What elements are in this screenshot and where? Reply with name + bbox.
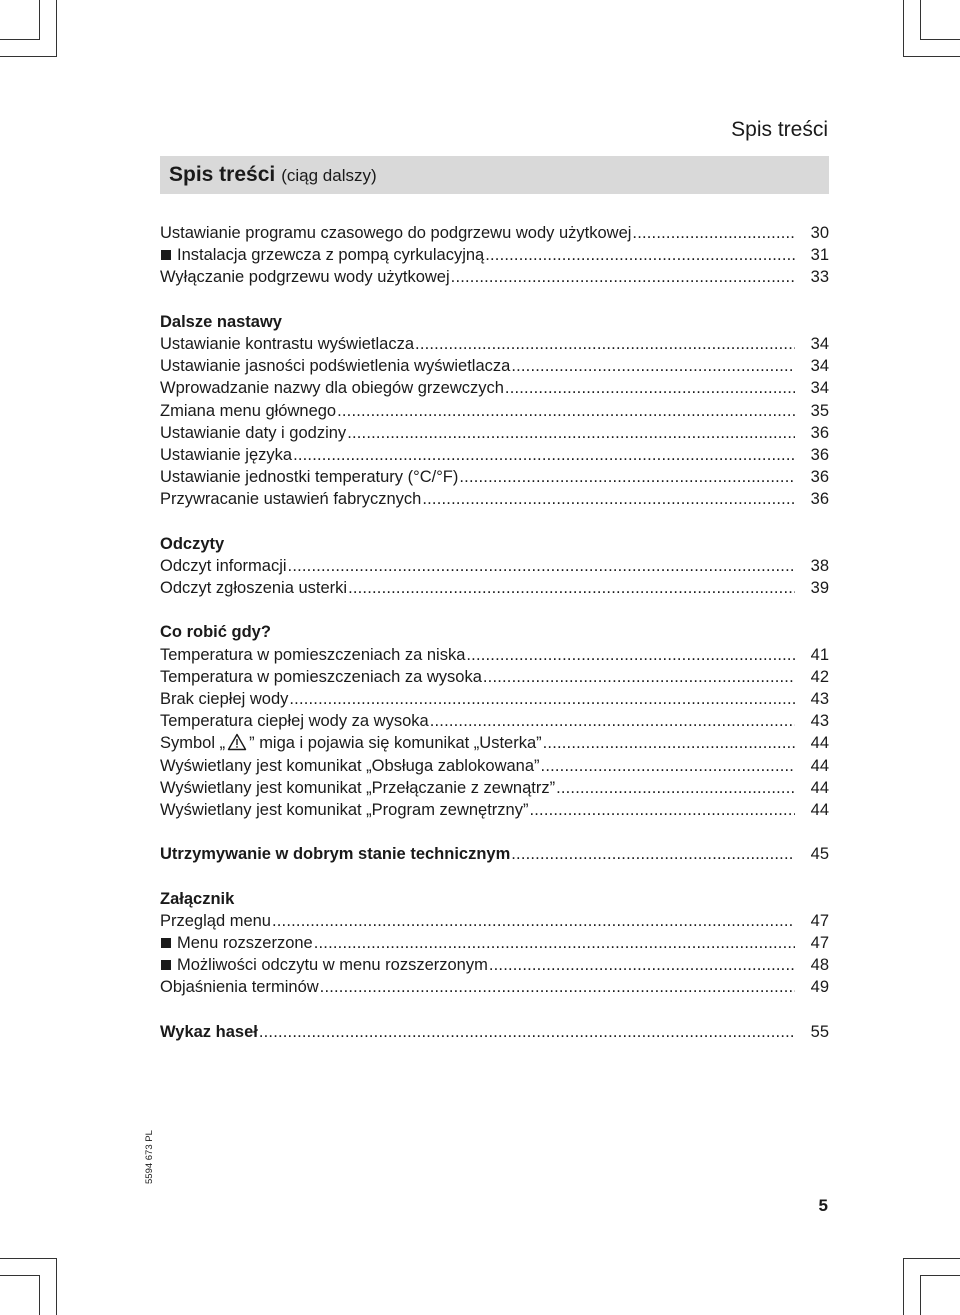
toc-page-number: 38 [810,556,829,575]
toc-entry[interactable] [160,244,829,266]
toc-entry-text: Ustawianie jasności podświetlenia wyświetlacza [160,357,511,376]
toc-entry[interactable] [160,755,829,777]
toc-entry[interactable] [160,377,829,399]
toc-entry-text: Zmiana menu głównego [160,401,337,420]
toc-entry[interactable] [160,333,829,355]
crop-mark-top-right-v2 [920,0,921,40]
toc-entry-text: Instalacja grzewcza z pompą cyrkulacyjną [177,246,485,265]
toc-entry[interactable] [160,555,829,577]
running-header-title: Spis treści [731,118,828,141]
banner-title: Spis treści [169,163,276,186]
toc-page-number: 48 [810,956,829,975]
crop-mark-top-right-h2 [903,56,960,57]
warning-triangle-icon [227,733,247,751]
toc-page-number: 36 [810,423,829,442]
toc-entry-text: Temperatura ciepłej wody za wysoka [160,712,429,731]
toc-section-heading[interactable]: Co robić gdy? [160,623,271,642]
toc-entry[interactable] [160,1021,829,1043]
toc-entry-text: Ustawianie jednostki temperatury (°C/°F) [160,468,459,487]
toc-entry[interactable] [160,799,829,821]
crop-mark-bottom-left-v [56,1258,57,1315]
toc-entry[interactable] [160,777,829,799]
toc-entry[interactable] [160,644,829,666]
section-banner [160,156,829,194]
crop-mark-top-left-v2 [39,0,40,40]
table-of-contents [160,222,829,1043]
toc-entry[interactable] [160,444,829,466]
toc-entry[interactable] [160,400,829,422]
crop-mark-top-left-v [56,0,57,57]
toc-entry-text: Wykaz haseł [160,1022,258,1041]
toc-entry-text: Brak ciepłej wody [160,689,289,708]
toc-entry[interactable] [160,954,829,976]
toc-entry[interactable] [160,266,829,288]
toc-entry[interactable] [160,222,829,244]
toc-page-number: 44 [810,778,829,797]
toc-entry[interactable] [160,843,829,865]
crop-mark-bottom-right-h [920,1275,960,1276]
toc-entry-text: Temperatura w pomieszczeniach za wysoka [160,667,482,686]
toc-entry[interactable] [160,466,829,488]
toc-page-number: 36 [810,445,829,464]
toc-page-number: 41 [810,645,829,664]
document-code: 5594 673 PL [144,1130,155,1184]
toc-entry-text: Ustawianie programu czasowego do podgrzewu wody użytkowej [160,224,632,242]
toc-page-number: 36 [810,468,829,487]
toc-entry[interactable] [160,355,829,377]
page-number: 5 [818,1196,828,1215]
toc-entry-text: Wprowadzanie nazwy dla obiegów grzewczych [160,379,504,398]
toc-entry-text: Odczyt zgłoszenia usterki [160,579,348,597]
crop-mark-bottom-right-v2 [920,1275,921,1315]
toc-entry[interactable] [160,577,829,599]
toc-page-number: 34 [810,357,829,376]
black-square-bullet-icon [161,250,171,260]
toc-entry-text: Ustawianie daty i godziny [160,423,347,442]
black-square-bullet-icon [161,938,171,948]
toc-entry-text: Wyświetlany jest komunikat „Program zewnętrzny” [160,800,529,819]
toc-page-number: 43 [810,712,829,731]
toc-page-number: 47 [810,934,829,952]
toc-page-number: 44 [810,756,829,775]
crop-mark-top-left-h2 [0,56,57,57]
crop-mark-top-right-v [903,0,904,57]
crop-mark-top-left-h [0,39,40,40]
toc-entry-text [160,734,543,752]
toc-entry[interactable] [160,976,829,998]
toc-entry-text: Ustawianie kontrastu wyświetlacza [160,334,415,353]
crop-mark-bottom-right-h2 [903,1258,960,1259]
toc-page-number: 45 [810,845,829,864]
toc-page-number: 44 [810,800,829,819]
banner-subtitle: (ciąg dalszy) [281,166,377,185]
toc-section-heading[interactable]: Odczyty [160,534,225,553]
toc-page-number: 39 [810,579,829,597]
toc-page-number: 44 [810,734,829,753]
toc-entry-text: Menu rozszerzone [177,934,313,952]
toc-entry[interactable] [160,910,829,932]
toc-entry-text: Odczyt informacji [160,556,287,575]
toc-entry-text: Objaśnienia terminów [160,978,319,997]
toc-entry-text: Wyświetlany jest komunikat „Przełączanie z zewnątrz” [160,778,556,797]
crop-mark-bottom-right-v [903,1258,904,1315]
toc-entry-text: Możliwości odczytu w menu rozszerzonym [177,956,488,975]
toc-page-number: 34 [810,379,829,398]
toc-entry-text: Ustawianie języka [160,445,293,464]
toc-page-number: 34 [810,334,829,353]
crop-mark-bottom-left-h [0,1275,40,1276]
toc-page-number: 35 [810,401,829,420]
toc-entry-text: Utrzymywanie w dobrym stanie technicznym [160,845,511,864]
toc-entry[interactable] [160,666,829,688]
toc-page-number: 49 [810,978,829,997]
toc-page-number: 55 [810,1022,829,1041]
toc-entry-text-after: ” miga i pojawia się komunikat „Usterka” [249,734,542,753]
toc-page-number: 36 [810,490,829,509]
toc-page-number: 43 [810,689,829,708]
toc-section-heading[interactable]: Dalsze nastawy [160,312,282,331]
toc-page-number: 47 [810,911,829,930]
crop-mark-bottom-left-h2 [0,1258,57,1259]
toc-entry[interactable] [160,488,829,510]
toc-page-number: 30 [810,224,829,242]
toc-page-number: 33 [810,268,829,287]
toc-entry-text: Przegląd menu [160,911,271,930]
black-square-bullet-icon [161,960,171,970]
toc-entry-text: Wyłączanie podgrzewu wody użytkowej [160,268,450,287]
crop-mark-top-right-h [920,39,960,40]
toc-entry[interactable] [160,732,829,754]
toc-entry[interactable] [160,422,829,444]
toc-entry-text-before: Symbol „ [160,734,226,753]
toc-entry-text: Temperatura w pomieszczeniach za niska [160,645,466,664]
crop-mark-bottom-left-v2 [39,1275,40,1315]
toc-entry[interactable] [160,932,829,954]
toc-entry-text: Przywracanie ustawień fabrycznych [160,490,422,509]
toc-section-heading[interactable]: Załącznik [160,889,235,908]
toc-page-number: 31 [810,246,829,265]
toc-entry-text: Wyświetlany jest komunikat „Obsługa zablokowana” [160,756,540,775]
toc-page-number: 42 [810,667,829,686]
toc-entry[interactable] [160,710,829,732]
toc-entry[interactable] [160,688,829,710]
